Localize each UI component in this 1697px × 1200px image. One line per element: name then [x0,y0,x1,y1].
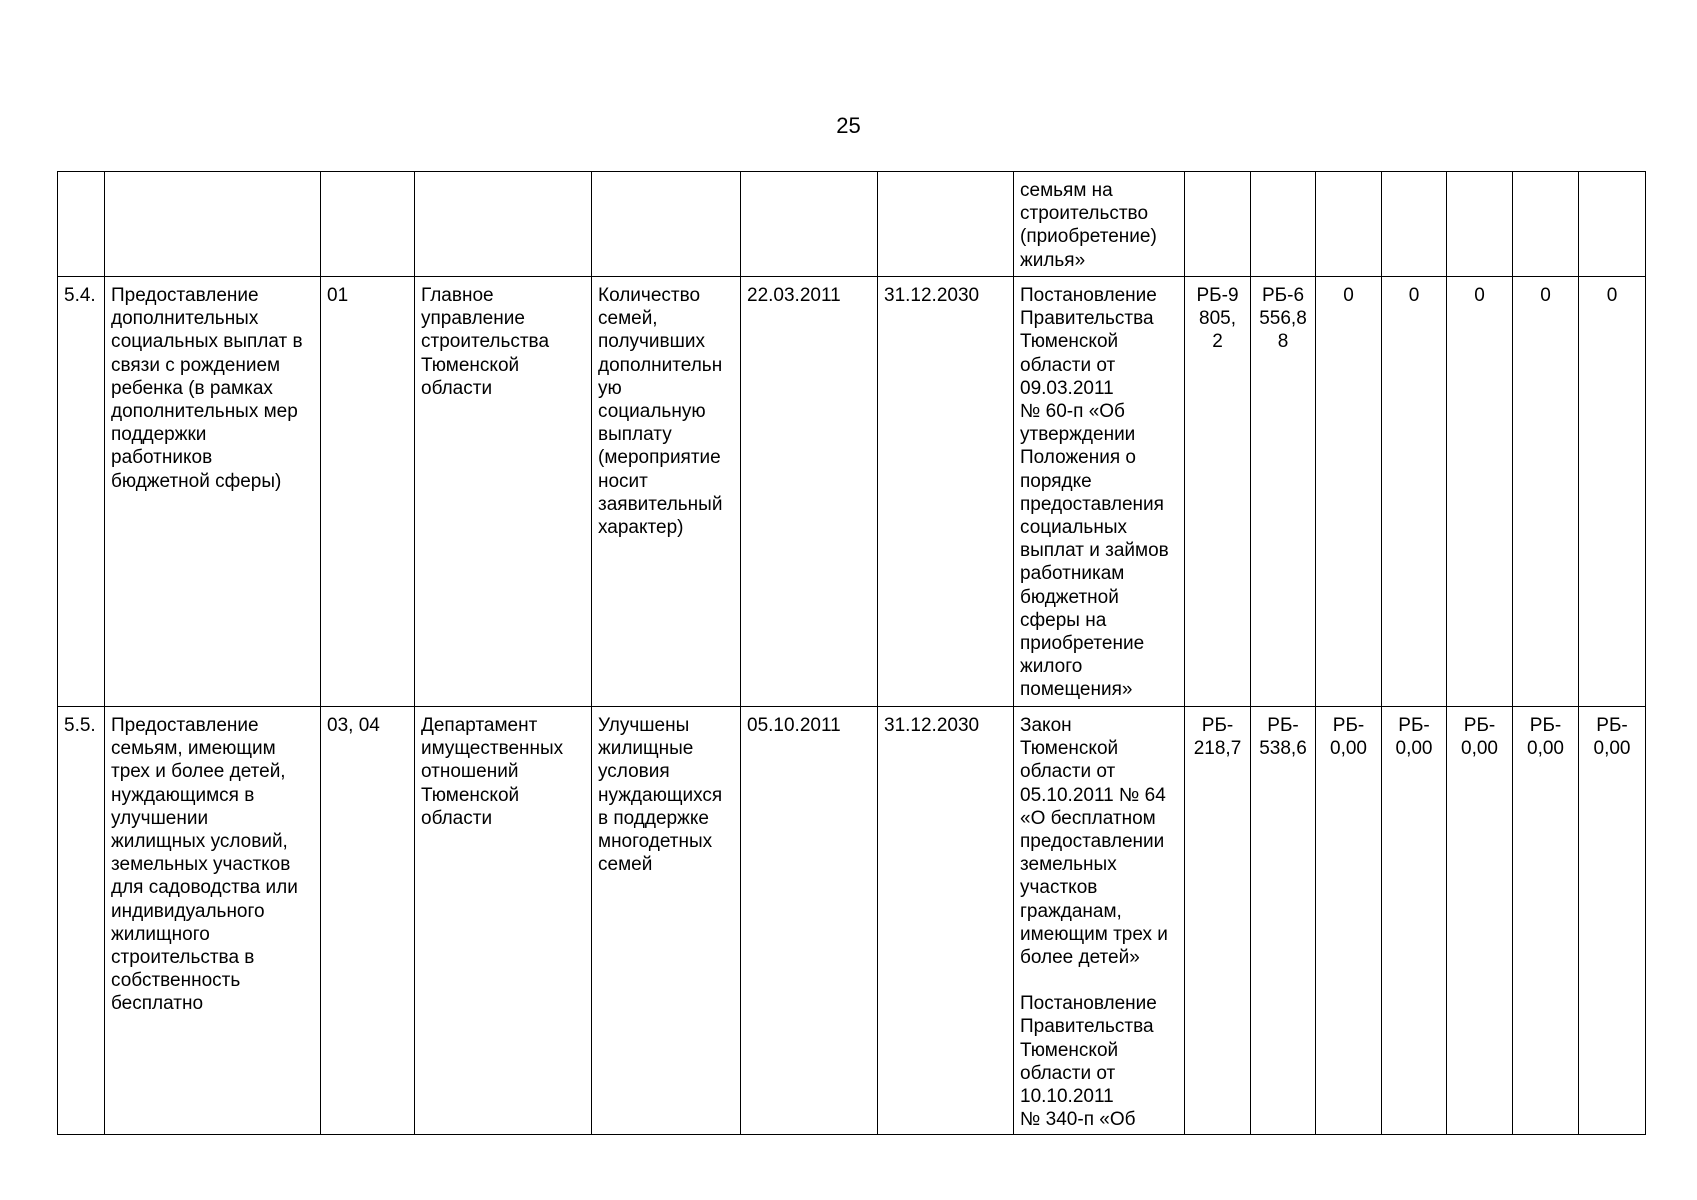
cell-start-date [741,172,878,277]
cell-value: РБ- 0,00 [1316,707,1382,1135]
cell-no: 5.5. [58,707,105,1135]
cell-value: 0 [1316,277,1382,707]
cell-value: 0 [1382,277,1447,707]
cell-value [1447,172,1513,277]
cell-value [1185,172,1251,277]
cell-value: РБ- 0,00 [1447,707,1513,1135]
cell-legal-basis: Постановление Правительства Тюменской области от 09.03.2011 № 60-п «Об утверждении Положения о порядке предоставления социальных выплат и займов работникам бюджетной сферы на приобретение жилого помещения» [1014,277,1185,707]
cell-value: РБ-6 556,8 8 [1251,277,1316,707]
cell-value [1251,172,1316,277]
cell-end-date: 31.12.2030 [878,277,1014,707]
paragraph-gap [1020,969,1179,992]
cell-value: РБ- 538,6 [1251,707,1316,1135]
table-row [58,277,1646,707]
cell-end-date: 31.12.2030 [878,707,1014,1135]
cell-value [1382,172,1447,277]
program-measures-table [57,171,1646,1135]
cell-code: 01 [321,277,415,707]
cell-executor: Департамент имущественных отношений Тюменской области [415,707,592,1135]
cell-indicator: Улучшены жилищные условия нуждающихся в поддержке многодетных семей [592,707,741,1135]
cell-code: 03, 04 [321,707,415,1135]
cell-measure [105,172,321,277]
cell-value: РБ- 0,00 [1579,707,1646,1135]
cell-value [1579,172,1646,277]
cell-value: 0 [1447,277,1513,707]
cell-no [58,172,105,277]
table-row [58,172,1646,277]
cell-value: 0 [1579,277,1646,707]
page-number: 25 [836,113,861,138]
cell-value: РБ- 0,00 [1513,707,1579,1135]
cell-value: РБ- 0,00 [1382,707,1447,1135]
cell-legal-basis [1014,707,1185,1135]
legal-basis-law: Закон Тюменской области от 05.10.2011 № 64 «О бесплатном предоставлении земельных участков гражданам, имеющим трех и более детей» [1020,715,1168,969]
cell-executor [415,172,592,277]
table-row [58,707,1646,1135]
cell-indicator: Количество семей, получивших дополнительн ую социальную выплату (мероприятие носит заявительный характер) [592,277,741,707]
cell-value: РБ-9 805, 2 [1185,277,1251,707]
cell-value [1316,172,1382,277]
cell-value: РБ- 218,7 [1185,707,1251,1135]
cell-measure: Предоставление дополнительных социальных выплат в связи с рождением ребенка (в рамках дополнительных мер поддержки работников бюджетной сферы) [105,277,321,707]
legal-basis-resolution: Постановление Правительства Тюменской области от 10.10.2011 № 340-п «Об [1020,993,1157,1131]
cell-no: 5.4. [58,277,105,707]
cell-value: 0 [1513,277,1579,707]
cell-start-date: 22.03.2011 [741,277,878,707]
cell-measure: Предоставление семьям, имеющим трех и более детей, нуждающимся в улучшении жилищных условий, земельных участков для садоводства или индивидуального жилищного строительства в собственность бесплатно [105,707,321,1135]
cell-end-date [878,172,1014,277]
cell-start-date: 05.10.2011 [741,707,878,1135]
cell-value [1513,172,1579,277]
cell-code [321,172,415,277]
cell-legal-basis: семьям на строительство (приобретение) жилья» [1014,172,1185,277]
cell-executor: Главное управление строительства Тюменской области [415,277,592,707]
cell-indicator [592,172,741,277]
